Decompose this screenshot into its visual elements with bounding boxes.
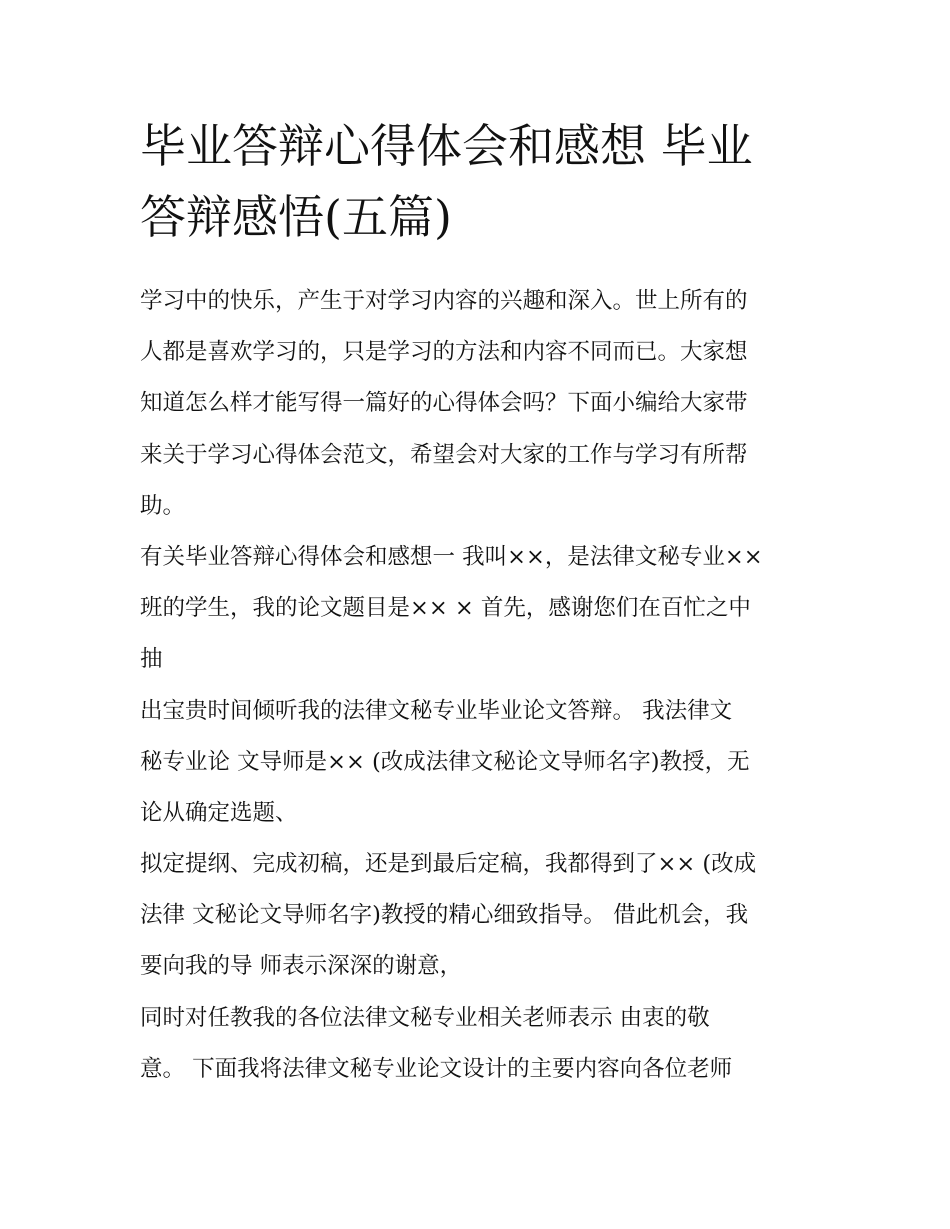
title-line-2: 答辩感悟(五篇) (140, 190, 452, 244)
body-line: 抽 (140, 646, 163, 673)
body-line: 同时对任教我的各位法律文秘专业相关老师表示 由衷的敬 (140, 1004, 710, 1031)
document-body (140, 281, 840, 1100)
title-line-1: 毕业答辩心得体会和感想 毕业 (140, 119, 753, 173)
body-line: 来关于学习心得体会范文，希望会对大家的工作与学习有所帮 (140, 441, 748, 468)
body-line: 人都是喜欢学习的，只是学习的方法和内容不同而已。大家想 (140, 339, 748, 366)
body-line: 出宝贵时间倾听我的法律文秘专业毕业论文答辩。 我法律文 (140, 697, 733, 724)
body-line: 要向我的导 师表示深深的谢意， (140, 953, 463, 980)
body-line: 班的学生，我的论文题目是×× × 首先，感谢您们在百忙之中 (140, 595, 751, 622)
body-line: 论从确定选题、 (140, 799, 298, 826)
body-line: 知道怎么样才能写得一篇好的心得体会吗？下面小编给大家带 (140, 390, 748, 417)
body-line: 意。 下面我将法律文秘专业论文设计的主要内容向各位老师 (140, 1055, 733, 1082)
body-line: 学习中的快乐，产生于对学习内容的兴趣和深入。世上所有的 (140, 288, 748, 314)
body-line: 有关毕业答辩心得体会和感想一 我叫××，是法律文秘专业×× (140, 543, 763, 570)
body-line: 法律 文秘论文导师名字)教授的精心细致指导。 借此机会，我 (140, 902, 749, 929)
body-line: 拟定提纲、完成初稿，还是到最后定稿，我都得到了×× (改成 (140, 851, 757, 878)
body-line: 秘专业论 文导师是×× (改成法律文秘论文导师名字)教授，无 (140, 748, 750, 775)
body-line: 助。 (140, 492, 186, 519)
document-title (140, 116, 820, 258)
